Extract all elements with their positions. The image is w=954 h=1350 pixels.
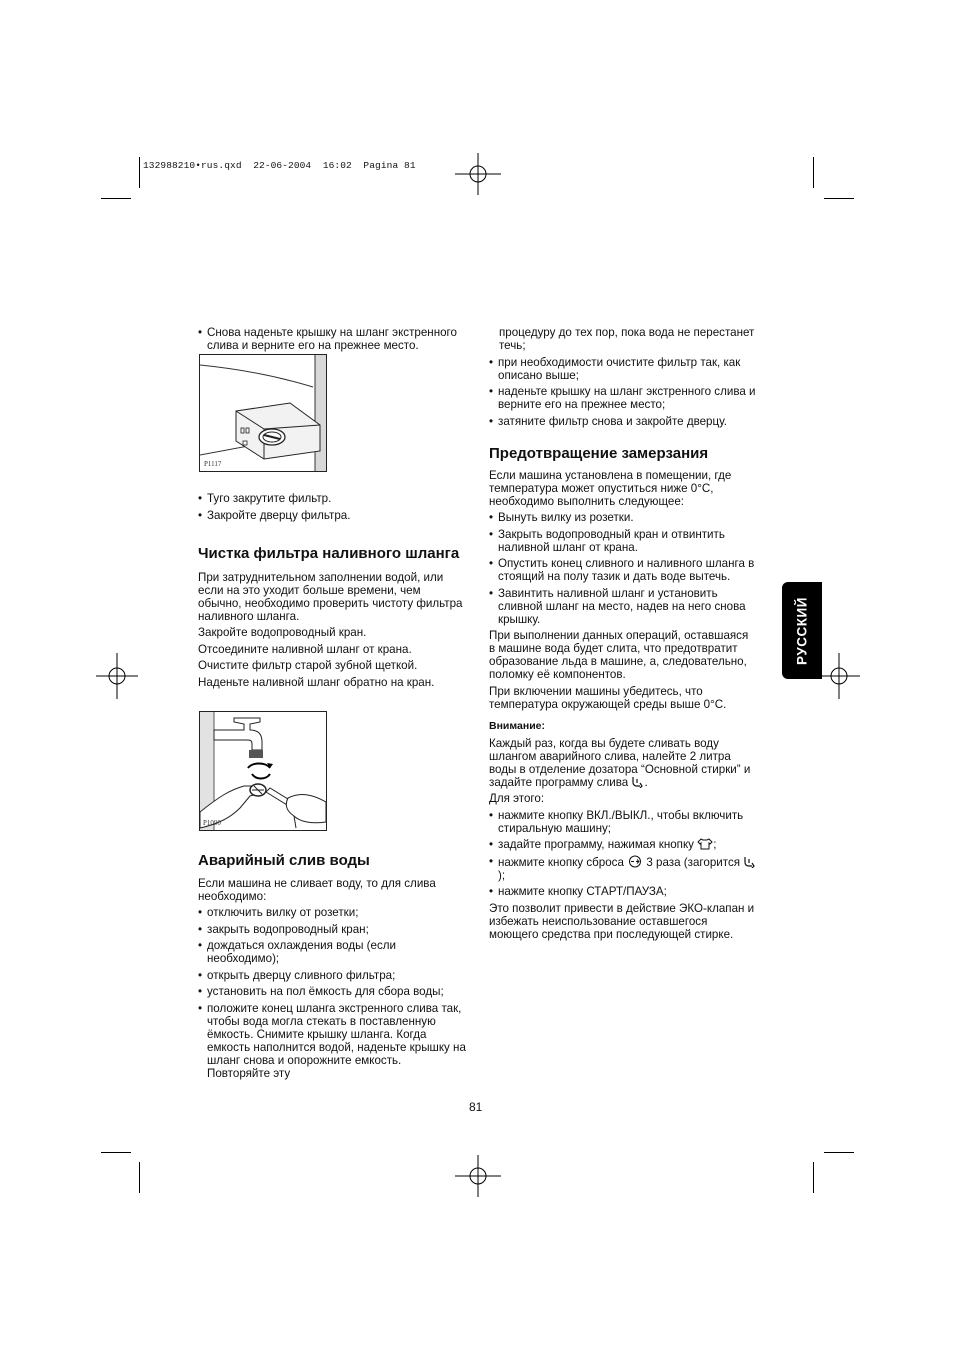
paragraph: процедуру до тех пор, пока вода не перестанет течь; (499, 326, 755, 352)
list-item (489, 838, 757, 851)
list-item-text: нажмите кнопку сброса (498, 855, 624, 869)
list-item: • установить на пол ёмкость для сбора воды; (198, 985, 466, 998)
figure-inlet-filter (199, 711, 327, 831)
section-title: Предотвращение замерзания (489, 445, 709, 462)
list-item: • Снова наденьте крышку на шланг экстренного слива и верните его на прежнее место. (198, 326, 466, 352)
print-slug: 132988210•rus.qxd 22-06-2004 16:02 Pagina 81 (143, 160, 416, 171)
list-item-text: задайте программу, нажимая кнопку (498, 838, 694, 851)
list-item-text-end: ); (498, 868, 506, 882)
language-tab-label: РУССКИЙ (794, 596, 810, 665)
list-item-text-end: ; (713, 838, 717, 851)
list-item: • затяните фильтр снова и закройте дверцу. (489, 415, 757, 428)
list-item: • закрыть водопроводный кран; (198, 923, 466, 936)
reset-icon (627, 855, 643, 868)
list-item: • нажмите кнопку СТАРТ/ПАУЗА; (489, 885, 757, 898)
list-item: • Завинтить наливной шланг и установить сливной шланг на место, надев на него снова крышку. (489, 587, 757, 626)
figure-drain-filter (199, 354, 327, 472)
drain-icon (743, 856, 756, 868)
section-title: Чистка фильтра наливного шланга (198, 545, 460, 562)
list-item: • при необходимости очистите фильтр так, как описано выше; (489, 356, 757, 382)
note-text: Каждый раз, когда вы будете сливать воду шлангом аварийного слива, налейте 2 литра воды в отделение дозатора “Основной стирки” и задайте программу слива (489, 736, 751, 789)
paragraph: При затруднительном заполнении водой, или если на это уходит больше времени, чем обычно, необходимо проверить чистоту фильтра наливного шланга. (198, 570, 463, 623)
paragraph: Закройте водопроводный кран. (198, 626, 367, 639)
inlet-filter-illustration (200, 712, 326, 830)
list-item: • Закройте дверцу фильтра. (198, 509, 466, 522)
section-title: Аварийный слив воды (198, 852, 370, 869)
list-item: • дождаться охлаждения воды (если необходимо); (198, 939, 466, 965)
list-item: • Туго закрутите фильтр. (198, 492, 466, 505)
right-column (489, 326, 757, 944)
registration-mark-bottom (455, 1155, 501, 1197)
page-number: 81 (469, 1100, 483, 1114)
paragraph: Если машина не сливает воду, то для слива необходимо: (198, 876, 436, 903)
paragraph: Отсоедините наливной шланг от крана. (198, 642, 412, 656)
list-item (489, 855, 757, 882)
paragraph: При включении машины убедитесь, что температура окружающей среды выше 0°C. (489, 684, 727, 711)
drain-icon (631, 776, 644, 788)
registration-mark-right (818, 653, 860, 699)
language-tab (782, 582, 822, 679)
paragraph: Это позволит привести в действие ЭКО-клапан и избежать неиспользование оставшегося моющего средства при последующей стирке. (489, 901, 755, 941)
registration-mark-left (96, 653, 138, 699)
registration-mark-top (455, 153, 501, 195)
list-item: • положите конец шланга экстренного слива так, чтобы вода могла стекать в поставленную ёмкость. Снимите крышку шланга. Когда емкость наполнится водой, наденьте крышку на шланг снова и опорожните емкость. Повторяйте эту (198, 1002, 466, 1080)
paragraph: Для этого: (489, 792, 545, 805)
list-item: • отключить вилку от розетки; (198, 906, 466, 919)
paragraph: Если машина установлена в помещении, где температура может опуститься ниже 0°C, необходимо выполнить следующее: (489, 468, 732, 508)
paragraph: При выполнении данных операций, оставшаяся в машине вода будет слита, что предотвратит образование льда в машине, а, следовательно, поломку её компонентов. (489, 629, 749, 681)
left-column-lower (198, 853, 466, 1083)
list-item: • Вынуть вилку из розетки. (489, 511, 757, 524)
drain-filter-illustration (200, 355, 326, 471)
note-paragraph (489, 737, 757, 789)
figure-label: P1117 (204, 460, 222, 468)
left-column-continued (198, 492, 466, 692)
list-item-text: 3 раза (загорится (646, 855, 741, 869)
list-item: • нажмите кнопку ВКЛ./ВЫКЛ., чтобы включить стиральную машину; (489, 809, 757, 835)
list-item: • наденьте крышку на шланг экстренного слива и верните его на прежнее место; (489, 385, 757, 411)
note-label: Внимание: (489, 719, 545, 732)
shirt-icon (697, 838, 713, 850)
list-item: • Опустить конец сливного и наливного шланга в стоящий на полу тазик и дать воде вытечь. (489, 557, 757, 583)
left-column (198, 326, 466, 356)
paragraph: Очистите фильтр старой зубной щеткой. (198, 659, 418, 672)
list-item: • открыть дверцу сливного фильтра; (198, 969, 466, 982)
list-item: • Закрыть водопроводный кран и отвинтить наливной шланг от крана. (489, 528, 757, 554)
note-text-end: . (644, 775, 648, 789)
paragraph: Наденьте наливной шланг обратно на кран. (198, 675, 435, 689)
figure-label: P1090 (203, 819, 221, 827)
